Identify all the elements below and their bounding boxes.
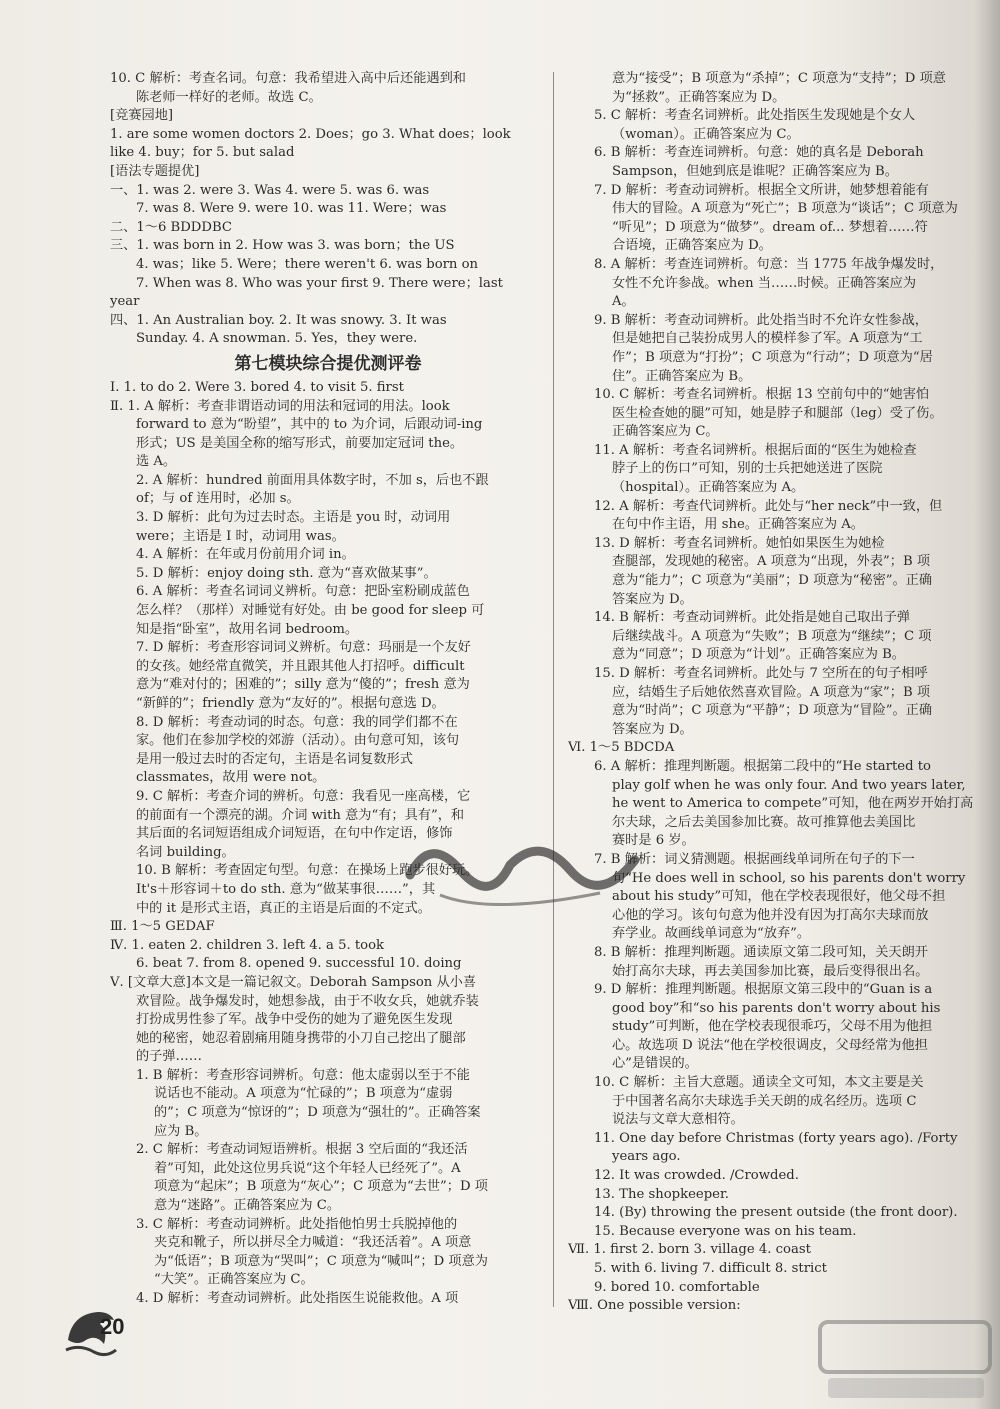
text-line: 她的秘密，她忍着剧痛用随身携带的小刀自己挖出了腿部 (136, 1030, 466, 1046)
text-line: 8. D 解析：考查动词的时态。句意：我的同学们都不在 (136, 714, 458, 730)
text-line: 着”可知，此处这位男兵说“这个年轻人已经死了”。A (154, 1160, 461, 1176)
text-line: Ⅷ. One possible version: (568, 1298, 741, 1314)
text-line: 意为“能力”；C 项意为“美丽”；D 项意为“秘密”。正确 (612, 573, 933, 589)
text-line: forward to 意为“盼望”，其中的 to 为介词，后跟动词-ing (136, 417, 483, 433)
text-line: 5. D 解析：enjoy doing sth. 意为“喜欢做某事”。 (136, 565, 437, 581)
text-line: Ⅶ. 1. first 2. born 3. village 4. coast (568, 1242, 811, 1258)
text-line: 12. It was crowded. /Crowded. (594, 1168, 799, 1184)
text-line: 14. (By) throwing the present outside (the front door). (594, 1205, 958, 1221)
text-line: 句“He does well in school, so his parents don't worry (612, 870, 966, 886)
text-line: 在句中作主语，用 she。正确答案应为 A。 (612, 517, 864, 533)
text-line: Ⅰ. 1. to do 2. Were 3. bored 4. to visit 5. first (110, 379, 404, 395)
text-line: 10. C 解析：考查名词。句意：我希望进入高中后还能遇到和 (110, 71, 466, 86)
text-line: 选 A。 (136, 454, 177, 470)
text-line: 但是她把自己装扮成男人的模样参了军。A 项意为“工 (612, 331, 923, 347)
text-line: 一、1. was 2. were 3. Was 4. were 5. was 6. was (110, 182, 430, 198)
right-column (568, 70, 980, 1316)
text-line: 名词 building。 (136, 844, 235, 860)
text-line: 家。他们在参加学校的郊游（活动）。由句意可知，该句 (136, 733, 460, 749)
text-line: 10. B 解析：考查固定句型。句意：在操场上跑步很好玩。 (136, 863, 479, 879)
text-line: 13. D 解析：考查名词辨析。她怕如果医生为她检 (594, 535, 885, 551)
text-line: 脖子上的伤口”可知，别的士兵把她送进了医院 (612, 461, 883, 477)
text-line: 合语境，正确答案应为 D。 (612, 238, 772, 254)
text-line: 9. C 解析：考查介词的辨析。句意：我看见一座高楼，它 (136, 788, 471, 804)
text-line: 的”；C 项意为“惊讶的”；D 项意为“强壮的”。正确答案 (154, 1105, 481, 1121)
text-line: 说话也不能动。A 项意为“忙碌的”；B 项意为“虚弱 (154, 1086, 453, 1102)
text-line: good boy”和“so his parents don't worry about his (612, 1000, 941, 1016)
text-line: “大笑”。正确答案应为 C。 (154, 1272, 314, 1288)
text-line: A。 (612, 294, 635, 310)
text-line: [竞赛园地] (110, 108, 174, 124)
text-line: 11. One day before Christmas (forty years ago). /Forty (594, 1130, 958, 1146)
text-line: 弃学业。故画线单词意为“放弃”。 (612, 926, 811, 942)
text-line: 10. C 解析：考查名词辨析。根据 13 空前句中的“她害怕 (594, 387, 930, 403)
text-line: years ago. (612, 1149, 681, 1165)
watermark-scribble-logo (400, 815, 650, 925)
text-line: 7. B 解析：词义猜测题。根据画线单词所在句子的下一 (594, 851, 915, 867)
text-line: 为“低语”；B 项意为“哭叫”；C 项意为“喊叫”；D 项意为 (154, 1253, 488, 1269)
text-line: 8. A 解析：考查连词辨析。句意：当 1775 年战争爆发时， (594, 256, 944, 272)
text-line: Ⅴ. [文章大意]本文是一篇记叙文。Deborah Sampson 从小喜 (110, 974, 477, 990)
text-line: 怎么样？（那样）对睡觉有好处。由 be good for sleep 可 (136, 603, 485, 619)
text-line: 2. C 解析：考查动词短语辨析。根据 3 空后面的“我还活 (136, 1142, 468, 1158)
text-line: 正确答案应为 C。 (612, 424, 719, 440)
text-line: 7. D 解析：考查形容词词义辨析。句意：玛丽是一个友好 (136, 640, 471, 656)
text-line: 3. D 解析：此句为过去时态。主语是 you 时，动词用 (136, 510, 451, 526)
text-line: 于中国著名高尔夫球选手关天朗的成名经历。选项 C (612, 1093, 917, 1109)
text-line: 答案应为 D。 (612, 591, 693, 607)
text-line: 二、1～6 BDDDBC (110, 219, 232, 235)
text-line: 1. B 解析：考查形容词辨析。句意：他太虚弱以至于不能 (136, 1067, 470, 1083)
text-line: 其后面的名词短语组成介词短语，在句中作定语，修饰 (136, 826, 453, 842)
text-line: Ⅵ. 1～5 BDCDA (568, 740, 675, 756)
text-line: 尔夫球，之后去美国参加比赛。故可推算他去美国比 (612, 814, 916, 830)
text-line: 11. A 解析：考查名词辨析。根据后面的“医生为她检查 (594, 442, 917, 458)
text-line: Sunday. 4. A snowman. 5. Yes，they were. (136, 331, 418, 347)
text-line: Ⅲ. 1～5 GEDAF (110, 919, 215, 935)
text-line: 15. D 解析：考查名词辨析。此处与 7 空所在的句子相呼 (594, 666, 928, 681)
text-line: It's＋形容词＋to do sth. 意为“做某事很……”，其 (136, 881, 436, 897)
text-line: 10. C 解析：主旨大意题。通读全文可知，本文主要是关 (594, 1075, 924, 1091)
text-line: 三、1. was born in 2. How was 3. was born；the US (110, 238, 455, 254)
text-line: （hospital）。正确答案应为 A。 (612, 480, 805, 496)
text-line: 伟大的冒险。A 项意为“死亡”；B 项意为“谈话”；C 项意为 (612, 201, 958, 217)
text-line: 欢冒险。战争爆发时，她想参战，由于不收女兵，她就乔装 (136, 993, 479, 1009)
text-line: 为“拯救”。正确答案应为 D。 (612, 89, 786, 105)
text-line: 6. B 解析：考查连词辨析。句意：她的真名是 Deborah (594, 145, 924, 161)
text-line: 意为“难对付的；困难的”；silly 意为“傻的”；fresh 意为 (136, 677, 470, 693)
text-line: classmates，故用 were not。 (136, 770, 326, 786)
text-line: 意为“迷路”。正确答案应为 C。 (154, 1198, 341, 1214)
text-line: he went to America to compete”可知，他在两岁开始打高 (612, 796, 974, 812)
text-line: of；与 of 连用时，必加 s。 (136, 491, 300, 507)
text-line: 5. with 6. living 7. difficult 8. strict (594, 1261, 827, 1276)
text-line: 答案应为 D。 (612, 721, 693, 737)
text-line: study”可判断，他在学校表现很乖巧，父母不用为他担 (612, 1019, 933, 1035)
text-line: 4. D 解析：考查动词辨析。此处指医生说能救他。A 项 (136, 1291, 459, 1306)
text-line: 心。故选项 D 说法“他在学校很调皮，父母经常为他担 (612, 1037, 928, 1053)
text-line: 4. A 解析：在年或月份前用介词 in。 (136, 547, 355, 563)
text-line: 应为 B。 (154, 1123, 208, 1139)
text-line: 4. was；like 5. Were；there weren't 6. was born on (136, 256, 479, 272)
column-divider (553, 72, 554, 1307)
text-line: like 4. buy；for 5. but salad (110, 145, 295, 161)
text-line: were；主语是 I 时，动词用 was。 (136, 528, 345, 544)
text-line: 13. The shopkeeper. (594, 1186, 729, 1202)
text-line: 的女孩。她经常直微笑，并且跟其他人打招呼。difficult (136, 658, 465, 674)
text-line: 心”是错误的。 (612, 1056, 698, 1072)
text-line: 3. C 解析：考查动词辨析。此处指他怕男士兵脱掉他的 (136, 1216, 458, 1232)
text-line: 知是指“卧室”，故用名词 bedroom。 (136, 621, 359, 637)
text-line: 中的 it 是形式主语，真正的主语是后面的不定式。 (136, 900, 431, 916)
text-line: 医生检查她的腿”可知，她是脖子和腿部（leg）受了伤。 (612, 405, 943, 421)
text-line: year (110, 294, 140, 310)
text-line: 9. B 解析：考查动词辨析。此处指当时不允许女性参战， (594, 312, 928, 328)
text-line: 14. B 解析：考查动词辨析。此处指是她自己取出子弹 (594, 610, 910, 626)
text-line: 6. A 解析：推理判断题。根据第二段中的“He started to (594, 758, 931, 774)
text-line: 打扮成男性参了军。战争中受伤的她为了避免医生发现 (136, 1012, 453, 1028)
text-line: 意为“接受”；B 项意为“杀掉”；C 项意为“支持”；D 项意 (612, 71, 946, 86)
text-line: 8. B 解析：推理判断题。通读原文第二段可知，关天朗开 (594, 944, 928, 960)
text-line: 6. beat 7. from 8. opened 9. successful 10. doing (136, 956, 462, 972)
text-line: 始打高尔夫球，再去美国参加比赛，最后变得很出名。 (612, 963, 929, 979)
text-line: 2. A 解析：hundred 前面用具体数字时，不加 s，后也不跟 (136, 472, 489, 488)
text-line: 9. bored 10. comfortable (594, 1279, 760, 1295)
text-line: “听见”；D 项意为“做梦”。dream of... 梦想着……符 (612, 219, 928, 235)
text-line: [语法专题提优] (110, 163, 200, 179)
text-line: 9. D 解析：推理判断题。根据原文第三段中的“Guan is a (594, 982, 933, 998)
text-line: 查腿部，发现她的秘密。A 项意为“出现，外表”；B 项 (612, 554, 931, 570)
text-line: 心他的学习。该句句意为他并没有因为打高尔夫球而放 (612, 907, 929, 923)
text-line: Ⅳ. 1. eaten 2. children 3. left 4. a 5. took (110, 937, 385, 953)
text-line: 15. Because everyone was on his team. (594, 1223, 857, 1239)
text-line: 陈老师一样好的老师。故选 C。 (136, 89, 322, 105)
text-line: 12. A 解析：考查代词辨析。此处与“her neck”中一致，但 (594, 498, 943, 514)
text-line: 夹克和靴子，所以拼尽全力喊道：“我还活着”。A 项意 (154, 1235, 472, 1251)
text-line: 5. C 解析：考查名词辨析。此处指医生发现她是个女人 (594, 108, 916, 124)
text-line: 7. was 8. Were 9. were 10. was 11. Were；was (136, 201, 447, 217)
text-line: 6. A 解析：考查名词词义辨析。句意：把卧室粉刷成蓝色 (136, 584, 470, 600)
text-line: play golf when he was only four. And two years later, (612, 777, 966, 793)
text-line: 是用一般过去时的否定句，主语是名词复数形式 (136, 751, 413, 767)
left-column (110, 70, 546, 1309)
text-line: 1. are some women doctors 2. Does；go 3. What does；look (110, 126, 511, 142)
text-line: 住”。正确答案应为 B。 (612, 368, 752, 384)
text-line: 女性不允许参战。when 当……时候。正确答案应为 (612, 275, 917, 291)
text-line: 说法与文章大意相符。 (612, 1112, 744, 1128)
text-line: 的子弹…… (136, 1049, 202, 1065)
text-line: 赛时是 6 岁。 (612, 833, 695, 849)
text-line: Sampson，但她到底是谁呢？正确答案应为 B。 (612, 163, 898, 179)
text-line: Ⅱ. 1. A 解析：考查非谓语动词的用法和冠词的用法。look (110, 398, 450, 414)
answer-site-watermark-logo (818, 1318, 994, 1404)
text-line: “新鲜的”；friendly 意为“友好的”。根据句意选 D。 (136, 696, 445, 711)
text-line: 意为“同意”；D 项意为“计划”。正确答案应为 B。 (612, 647, 905, 663)
text-line: 7. When was 8. Who was your first 9. There were；last (136, 275, 503, 291)
text-line: 形式；US 是美国全称的缩写形式，前要加定冠词 the。 (136, 435, 464, 451)
text-line: 作”；B 项意为“打扮”；C 项意为“行动”；D 项意为“居 (612, 349, 933, 365)
text-line: 意为“时尚”；C 项意为“平静”；D 项意为“冒险”。正确 (612, 703, 933, 719)
text-line: 的前面有一个漂亮的湖。介词 with 意为“有；具有”，和 (136, 807, 465, 823)
text-line: 四、1. An Australian boy. 2. It was snowy. 3. It was (110, 312, 447, 328)
text-line: about his study”可知，他在学校表现很好，他父母不担 (612, 889, 946, 905)
text-line: 项意为“起床”；B 项意为“灰心”；C 项意为“去世”；D 项 (154, 1179, 488, 1195)
page-number: 20 (100, 1314, 125, 1339)
text-line: 后继续战斗。A 项意为“失败”；B 项意为“继续”；C 项 (612, 628, 932, 644)
text-line: 应，结婚生子后她依然喜欢冒险。A 项意为“家”；B 项 (612, 684, 931, 700)
text-line: （woman）。正确答案应为 C。 (612, 126, 800, 142)
section-title: 第七模块综合提优测评卷 (234, 353, 422, 374)
text-line: 7. D 解析：考查动词辨析。根据全文所讲，她梦想着能有 (594, 182, 929, 198)
